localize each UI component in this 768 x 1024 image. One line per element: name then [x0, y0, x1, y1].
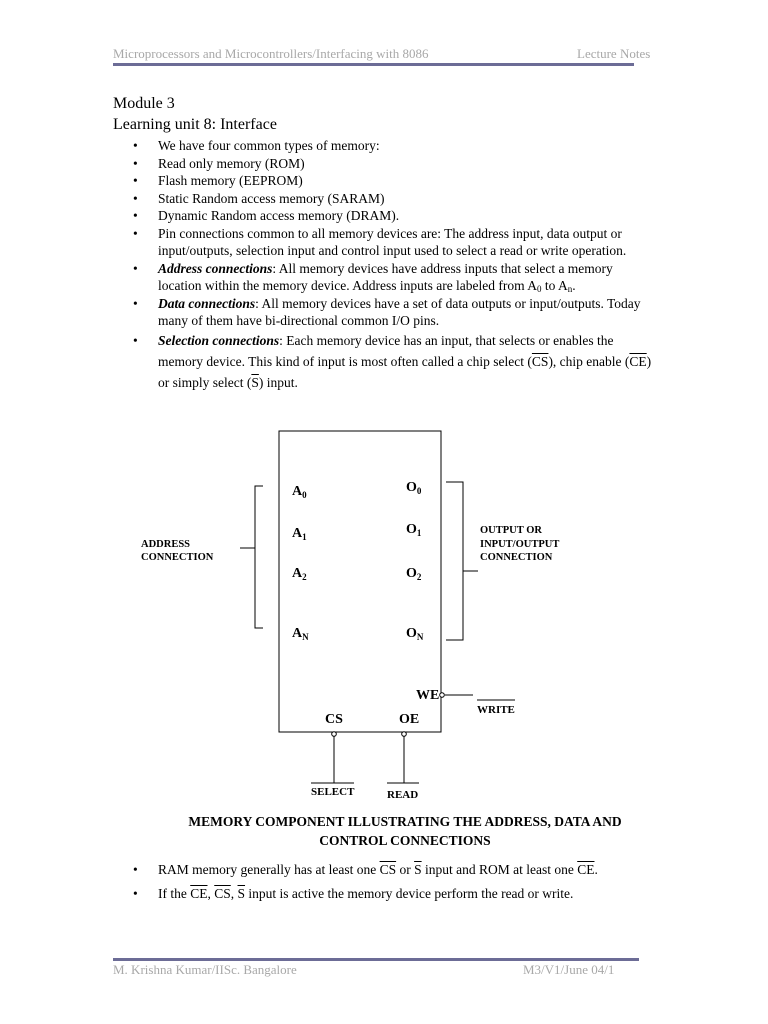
- header-title: Microprocessors and Microcontrollers/Interfacing with 8086: [113, 46, 429, 61]
- read-label: READ: [387, 789, 419, 801]
- cs-overline: $\overline{CS}$: [379, 862, 397, 877]
- ce-overline: $\overline{CE}$: [190, 886, 208, 901]
- b2-text-c: ,: [230, 886, 238, 901]
- output-label-line3: CONNECTION: [480, 552, 553, 563]
- pin-an-main: A: [292, 626, 303, 641]
- selection-text-c: ) or simply select (: [158, 353, 652, 390]
- term-selection-connections: Selection connections: [158, 332, 280, 348]
- bullet-list-2: [133, 860, 653, 904]
- pin-o2: [406, 566, 422, 582]
- footer-rule: [113, 958, 639, 961]
- list-item: • Pin connections common to all memory devices are: The address input, data output or input/outputs, selection input and control input used to select a read or write operation.: [133, 225, 653, 260]
- address-text-c: .: [572, 278, 576, 293]
- output-bracket: [446, 482, 463, 640]
- b1-text-b: or: [396, 862, 415, 877]
- list-item: • Dynamic Random access memory (DRAM).: [133, 207, 653, 225]
- pin-o1-sub: 1: [416, 528, 422, 538]
- address-label-line2: CONNECTION: [141, 552, 214, 563]
- address-text-b: to A: [541, 278, 568, 293]
- pin-a1-sub: 1: [302, 532, 307, 542]
- pin-a1-main: A: [292, 526, 303, 541]
- pin-a2-sub: 2: [302, 572, 307, 582]
- pin-o0-main: O: [406, 480, 417, 495]
- selection-text-a: : Each memory device has an input, that selects or enables the memory device. This kind of input is most often called a chip select (: [158, 332, 614, 369]
- list-item-address-connections: [133, 260, 653, 295]
- we-pin-bubble: [440, 693, 445, 698]
- pin-o2-main: O: [406, 566, 417, 581]
- list-item: • We have four common types of memory:: [133, 137, 653, 155]
- pin-a2: [292, 566, 307, 582]
- term-address-connections: Address connections: [158, 260, 273, 276]
- s-overline: $\overline{S}$: [414, 862, 422, 877]
- address-sub-0: 0: [537, 284, 542, 294]
- data-text: : All memory devices have a set of data outputs or input/outputs. Today many of them have bi-directional common I/O pins.: [158, 295, 641, 328]
- pin-o0-sub: 0: [416, 486, 422, 496]
- caption-line1: MEMORY COMPONENT ILLUSTRATING THE ADDRESS, DATA AND: [188, 814, 622, 829]
- pin-on-sub: N: [416, 632, 424, 642]
- b1-text-c: input and ROM at least one: [421, 862, 578, 877]
- cs-overline: $\overline{CS}$: [214, 886, 231, 901]
- b2-text-b: ,: [207, 886, 215, 901]
- list-item-data-connections: [133, 295, 653, 330]
- pin-on: [406, 626, 424, 642]
- s-overline: $\overline{S}$: [251, 374, 259, 390]
- pin-o1-main: O: [406, 522, 417, 537]
- bullet-list: [133, 137, 653, 393]
- list-item: • Flash memory (EEPROM): [133, 172, 653, 190]
- pin-a0-sub: 0: [302, 490, 307, 500]
- b2-text-d: input is active the memory device perform the read or write.: [245, 886, 574, 901]
- pin-cs: CS: [325, 712, 343, 727]
- pin-on-main: O: [406, 626, 417, 641]
- ce-overline: $\overline{CE}$: [577, 862, 595, 877]
- pin-a0-main: A: [292, 484, 303, 499]
- list-item: • Read only memory (ROM): [133, 155, 653, 173]
- address-bracket: [255, 486, 263, 628]
- selection-text-b: ), chip enable (: [548, 353, 630, 369]
- memory-diagram: [0, 420, 768, 810]
- address-label-line1: ADDRESS: [141, 539, 191, 550]
- list-item-selection-connections: [133, 330, 653, 393]
- module-title: Module 3: [113, 95, 175, 112]
- caption-line2: CONTROL CONNECTIONS: [319, 833, 491, 848]
- output-label-line2: INPUT/OUTPUT: [480, 539, 560, 550]
- oe-pin-bubble: [402, 732, 407, 737]
- b1-text-d: .: [594, 862, 598, 877]
- header-label: Lecture Notes: [577, 46, 651, 61]
- pin-oe: OE: [399, 712, 420, 727]
- pin-a1: [292, 526, 307, 542]
- pin-an-sub: N: [302, 632, 309, 642]
- pin-o0: [406, 480, 422, 496]
- pin-we: WE: [416, 688, 440, 703]
- s-overline: $\overline{S}$: [237, 886, 246, 901]
- pin-a2-main: A: [292, 566, 303, 581]
- pin-an: [292, 626, 309, 642]
- unit-title: Learning unit 8: Interface: [113, 116, 277, 133]
- pin-o2-sub: 2: [416, 572, 422, 582]
- list-item: [133, 860, 653, 880]
- cs-pin-bubble: [332, 732, 337, 737]
- address-text-a: : All memory devices have address inputs that select a memory location within the memory device. Address inputs are labeled from A: [158, 260, 613, 293]
- footer-author: M. Krishna Kumar/IISc. Bangalore: [113, 962, 297, 977]
- select-label: SELECT: [311, 786, 355, 798]
- address-sub-n: n: [567, 284, 573, 294]
- ce-overline: $\overline{CE}$: [629, 353, 647, 369]
- list-item: • Static Random access memory (SARAM): [133, 190, 653, 208]
- cs-overline: $\overline{CS}$: [531, 353, 549, 369]
- selection-text-d: ) input.: [258, 374, 298, 390]
- figure-caption: [140, 812, 670, 850]
- b2-text-a: If the: [158, 886, 191, 901]
- write-label: WRITE: [477, 704, 515, 716]
- list-item: [133, 884, 653, 904]
- pin-a0: [292, 484, 307, 500]
- footer-page-ref: M3/V1/June 04/1: [523, 962, 615, 977]
- header-rule: [113, 63, 634, 66]
- pin-o1: [406, 522, 422, 538]
- b1-text-a: RAM memory generally has at least one: [158, 862, 380, 877]
- output-label-line1: OUTPUT OR: [480, 525, 542, 536]
- term-data-connections: Data connections: [158, 295, 256, 311]
